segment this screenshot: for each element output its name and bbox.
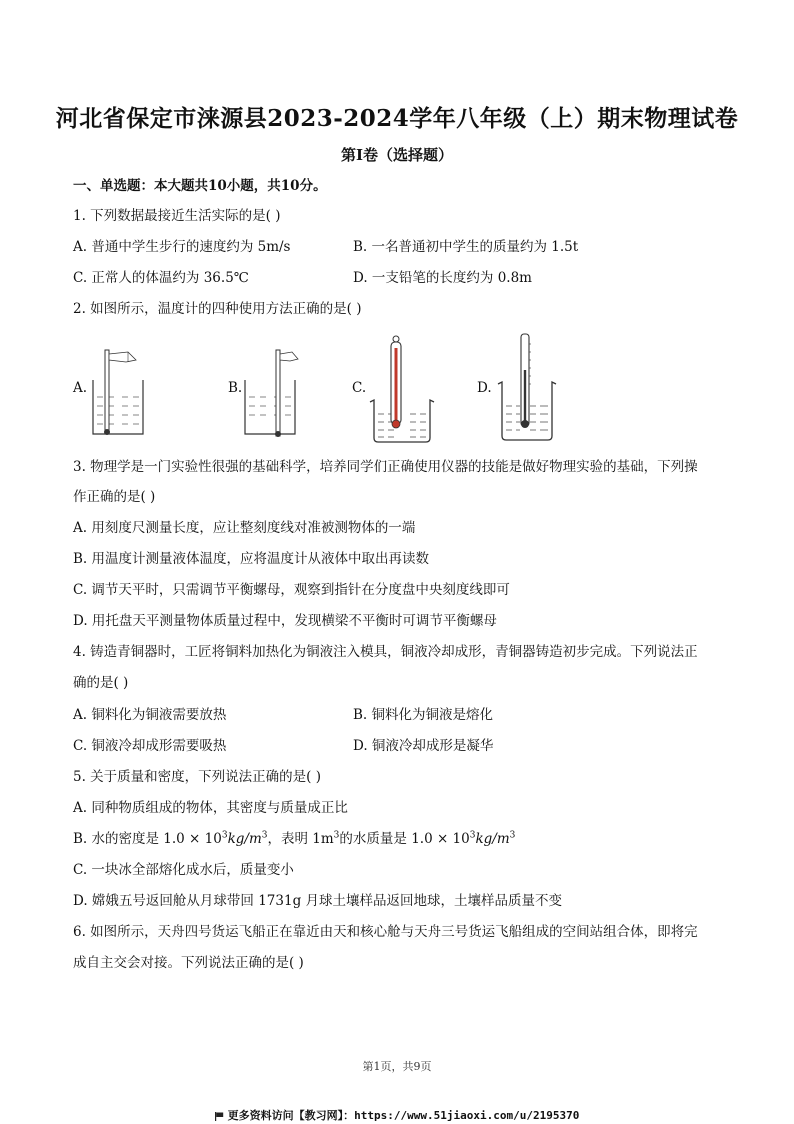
q5-b-unit-2: kg/m: [475, 831, 510, 847]
q1-stem: 1. 下列数据最接近生活实际的是( ): [73, 208, 281, 224]
page-title: 河北省保定市涞源县2023-2024学年八年级（上）期末物理试卷: [55, 105, 739, 132]
page-subtitle: 第Ⅰ卷（选择题）: [340, 146, 454, 164]
q3-option-b: B. 用温度计测量液体温度，应将温度计从液体中取出再读数: [73, 551, 430, 567]
q2-stem: 2. 如图所示，温度计的四种使用方法正确的是( ): [73, 301, 362, 317]
q4-option-b: B. 铜料化为铜液是熔化: [353, 707, 494, 723]
source-banner[interactable]: [0, 1107, 794, 1123]
q5-b-exponent-5: 3: [509, 830, 516, 841]
q4-option-c: C. 铜液冷却成形需要吸热: [73, 738, 227, 754]
q1-option-d: D. 一支铅笔的长度约为 0.8m: [353, 270, 532, 286]
q5-option-c: C. 一块冰全部熔化成水后，质量变小: [73, 862, 294, 878]
q1-option-b: B. 一名普通初中学生的质量约为 1.5t: [353, 239, 579, 255]
q4-option-d: D. 铜液冷却成形是凝华: [353, 738, 494, 754]
q5-option-d: D. 嫦娥五号返回舱从月球带回 1731g 月球土壤样品返回地球，土壤样品质量不变: [73, 893, 563, 909]
q1-option-a: A. 普通中学生步行的速度约为 5m/s: [73, 239, 291, 255]
q3-option-a: A. 用刻度尺测量长度，应让整刻度线对准被测物体的一端: [73, 520, 416, 536]
q5-b-exponent-3: 3: [333, 830, 340, 841]
q5-b-text-3: 的水质量是 1.0 × 10: [339, 831, 470, 847]
thermometer-figure-d: [494, 330, 560, 444]
q5-b-exponent-2: 3: [261, 830, 268, 841]
q2-fig-label-c: C.: [352, 380, 367, 396]
thermometer-figure-c: [366, 334, 438, 444]
q3-option-d: D. 用托盘天平测量物体质量过程中，发现横梁不平衡时可调节平衡螺母: [73, 613, 497, 629]
q6-stem-line1: 6. 如图所示，天舟四号货运飞船正在靠近由天和核心舱与天舟三号货运飞船组成的空间站组合体，即将完: [73, 924, 698, 940]
q3-stem-line1: 3. 物理学是一门实验性很强的基础科学，培养同学们正确使用仪器的技能是做好物理实验的基础，下列操: [73, 459, 698, 475]
q2-fig-label-d: D.: [477, 380, 492, 396]
q5-b-exponent-1: 3: [221, 830, 228, 841]
q4-stem-line2: 确的是( ): [73, 675, 129, 691]
page-number: 第1页，共9页: [362, 1060, 432, 1073]
q5-b-text-1: B. 水的密度是 1.0 × 10: [73, 831, 222, 847]
thermometer-figure-a: [88, 342, 148, 437]
q6-stem-line2: 成自主交会对接。下列说法正确的是( ): [73, 955, 304, 971]
q5-option-b: [73, 829, 515, 849]
q2-fig-label-a: A.: [73, 380, 88, 396]
q2-fig-label-b: B.: [228, 380, 243, 396]
thermometer-figure-b: [240, 342, 300, 437]
q5-option-a: A. 同种物质组成的物体，其密度与质量成正比: [73, 800, 348, 816]
q5-b-text-2: ，表明 1m: [267, 831, 334, 847]
q3-stem-line2: 作正确的是( ): [73, 489, 156, 505]
q5-stem: 5. 关于质量和密度，下列说法正确的是( ): [73, 769, 321, 785]
q4-option-a: A. 铜料化为铜液需要放热: [73, 707, 227, 723]
q4-stem-line1: 4. 铸造青铜器时，工匠将铜料加热化为铜液注入模具，铜液冷却成形，青铜器铸造初步完成。下列说法正: [73, 644, 698, 660]
section-heading: 一、单选题：本大题共10小题，共10分。: [73, 178, 327, 194]
flag-icon: [215, 1112, 224, 1121]
q3-option-c: C. 调节天平时，只需调节平衡螺母，观察到指针在分度盘中央刻度线即可: [73, 582, 510, 598]
q1-option-c: C. 正常人的体温约为 36.5℃: [73, 270, 249, 286]
source-banner-text: 更多资料访问【教习网】：https://www.51jiaoxi.com/u/2195370: [227, 1109, 580, 1122]
q5-b-unit-1: kg/m: [227, 831, 262, 847]
q5-b-exponent-4: 3: [469, 830, 476, 841]
